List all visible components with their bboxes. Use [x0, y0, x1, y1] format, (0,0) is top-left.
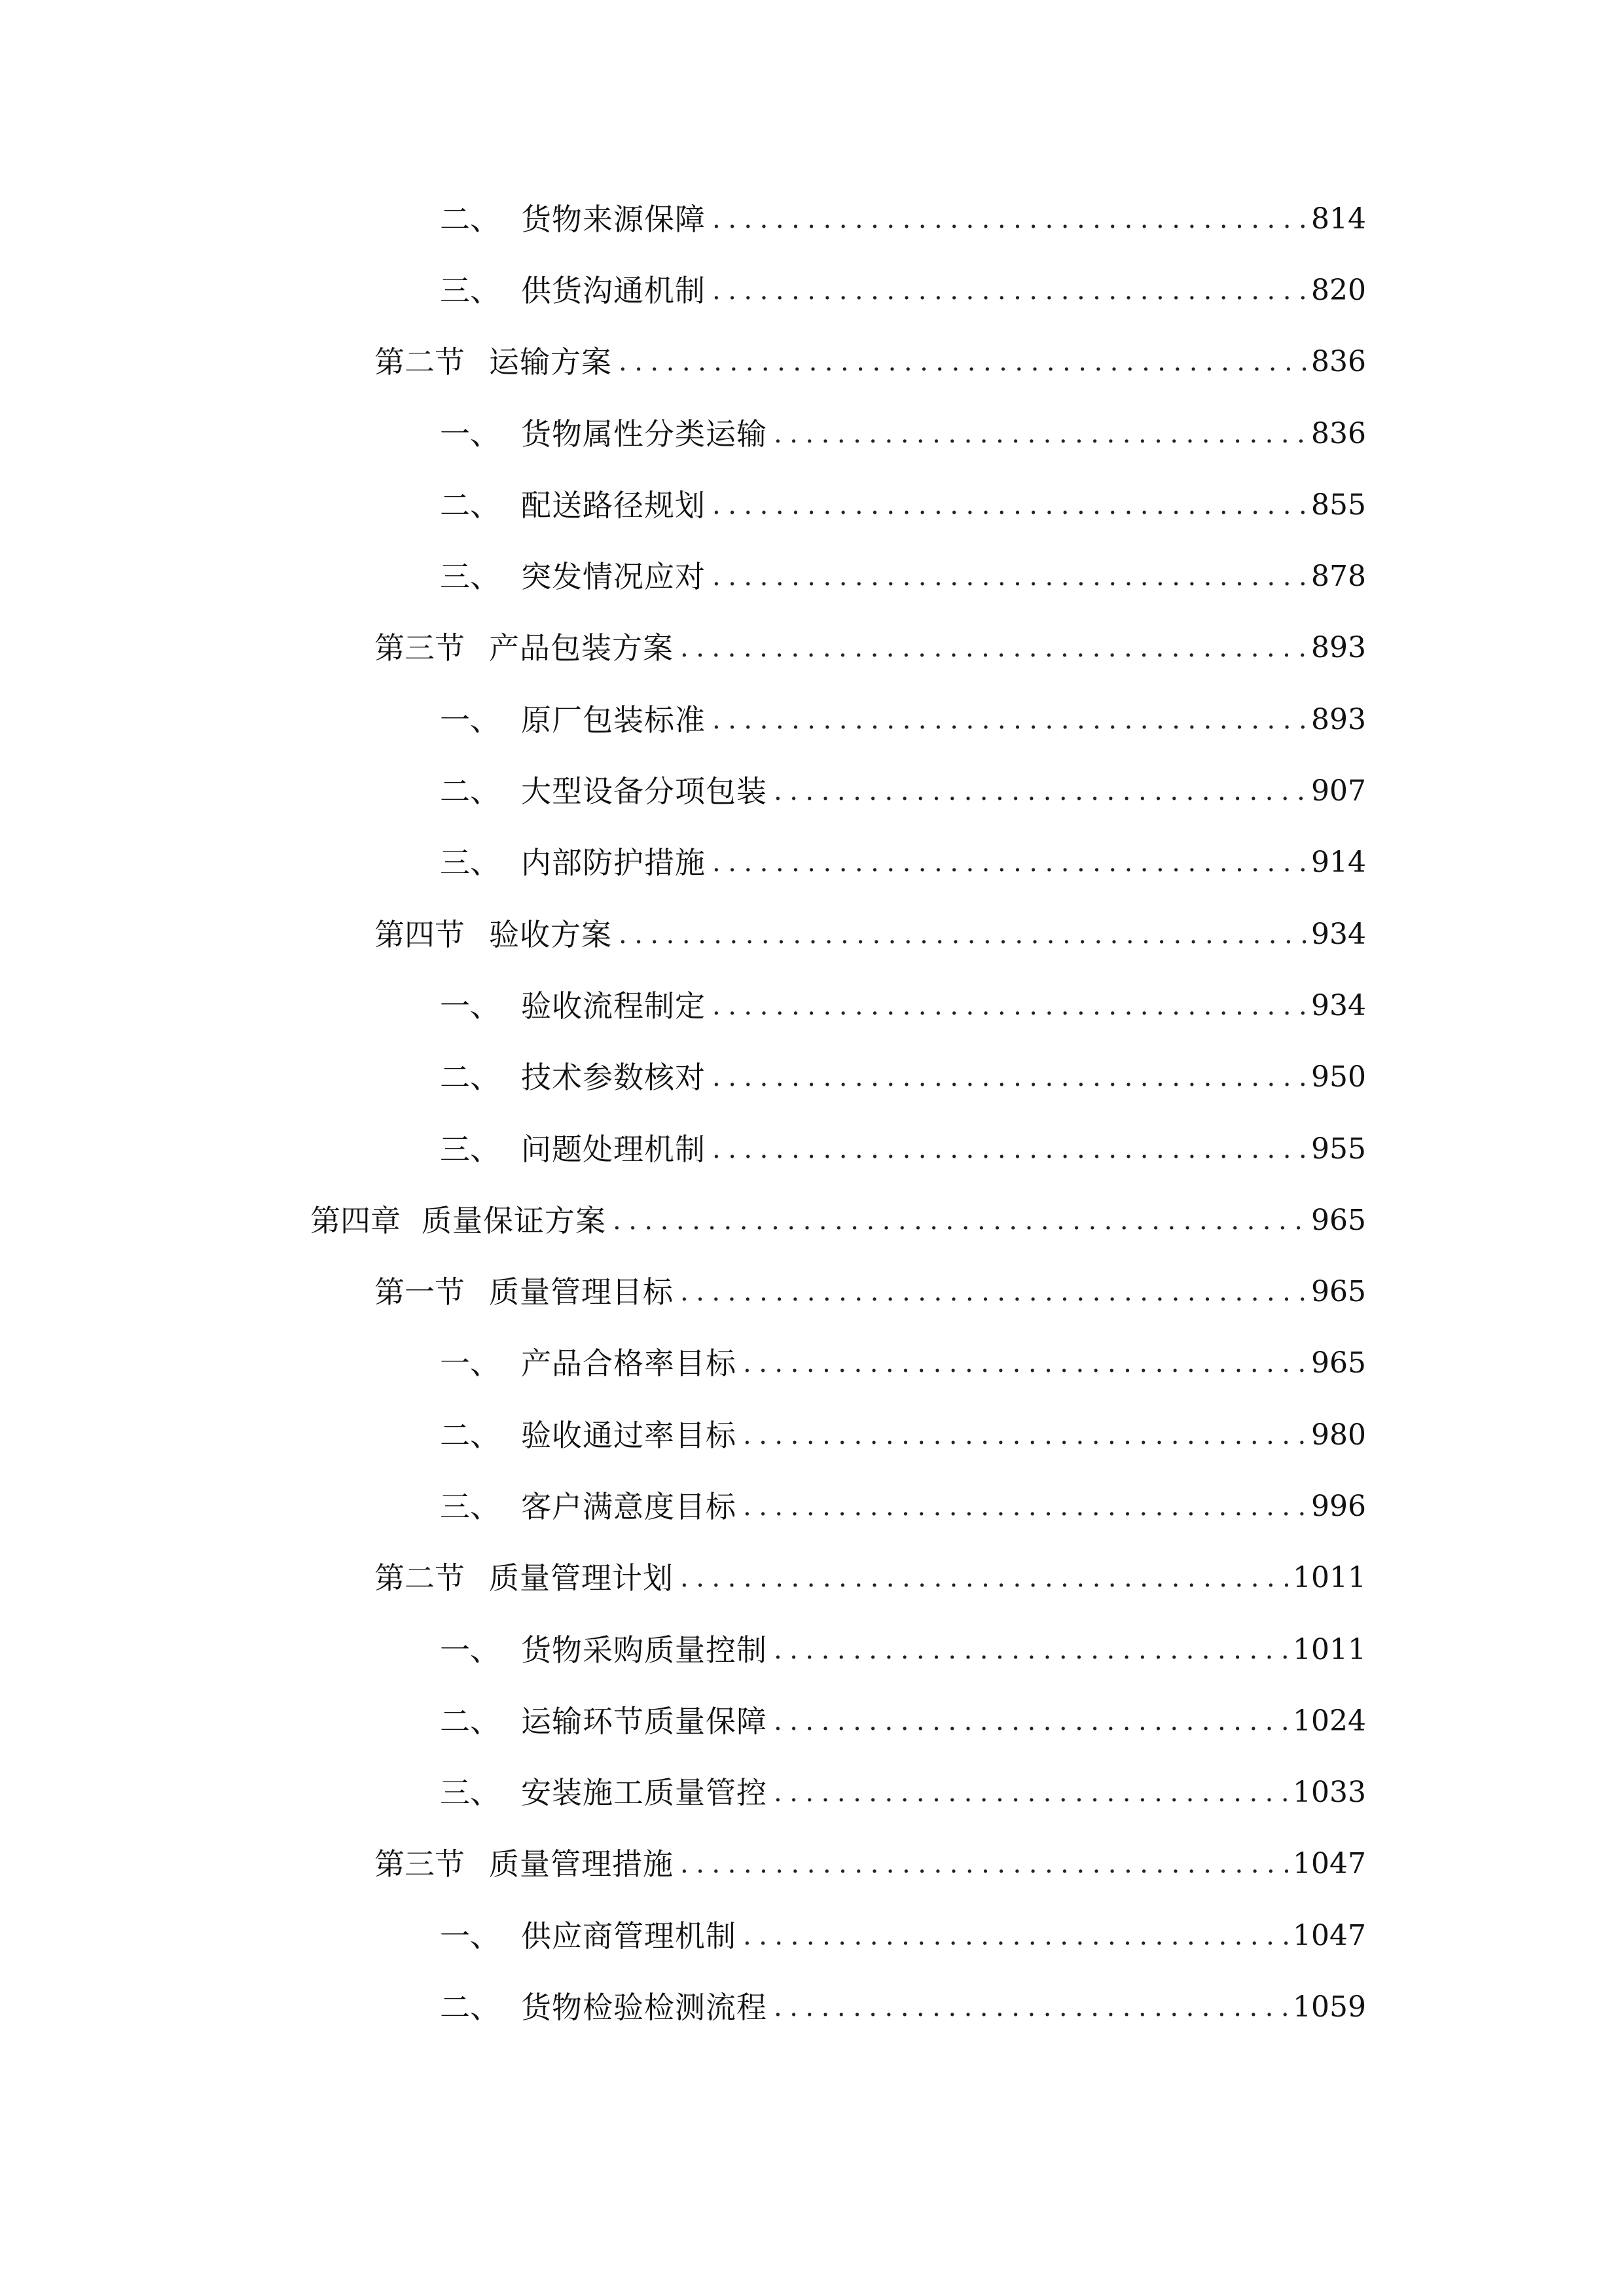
- toc-dot-leader: [706, 1064, 1311, 1090]
- toc-dot-leader: [674, 1565, 1293, 1591]
- toc-entry-number: 一、: [440, 702, 500, 738]
- toc-entry[interactable]: [0, 684, 1624, 755]
- toc-entry[interactable]: [0, 613, 1624, 684]
- toc-entry-title: 供应商管理机制: [521, 1918, 736, 1954]
- toc-dot-leader: [612, 922, 1311, 948]
- toc-entry-page: 1047: [1293, 1847, 1366, 1881]
- toc-entry[interactable]: [0, 183, 1624, 255]
- toc-entry-page: 934: [1311, 988, 1366, 1022]
- toc-dot-leader: [767, 1994, 1293, 2020]
- toc-entry-page: 820: [1311, 273, 1366, 307]
- toc-dot-leader: [706, 492, 1311, 518]
- toc-entry-title: 内部防护措施: [521, 845, 706, 881]
- toc-entry-title: 验收通过率目标: [521, 1417, 736, 1453]
- toc-entry-page: 814: [1311, 202, 1366, 236]
- toc-entry[interactable]: [0, 1614, 1624, 1685]
- toc-entry-title: 质量管理目标: [489, 1274, 674, 1310]
- toc-entry-number: 三、: [440, 1131, 500, 1167]
- toc-entry-number: 二、: [440, 1417, 500, 1453]
- toc-dot-leader: [706, 564, 1311, 590]
- toc-entry-page: 965: [1311, 1346, 1366, 1380]
- toc-dot-leader: [674, 635, 1311, 661]
- toc-entry-number: 三、: [440, 272, 500, 308]
- toc-dot-leader: [736, 1422, 1311, 1448]
- toc-entry-page: 980: [1311, 1418, 1366, 1452]
- toc-entry[interactable]: [0, 827, 1624, 899]
- toc-entry-page: 950: [1311, 1060, 1366, 1094]
- toc-entry-page: 893: [1311, 631, 1366, 665]
- toc-entry[interactable]: [0, 970, 1624, 1041]
- toc-entry-title: 原厂包装标准: [521, 702, 706, 738]
- toc-entry-title: 质量管理措施: [489, 1846, 674, 1882]
- toc-entry-page: 1011: [1293, 1632, 1366, 1666]
- toc-entry[interactable]: [0, 899, 1624, 970]
- toc-entry-title: 配送路径规划: [521, 487, 706, 523]
- toc-entry-number: 第三节: [374, 1846, 465, 1882]
- toc-entry-title: 货物属性分类运输: [521, 416, 767, 452]
- toc-entry-title: 验收流程制定: [521, 988, 706, 1024]
- toc-entry-page: 965: [1311, 1275, 1366, 1309]
- toc-dot-leader: [706, 206, 1311, 232]
- toc-entry[interactable]: [0, 541, 1624, 612]
- toc-entry[interactable]: [0, 398, 1624, 469]
- toc-entry[interactable]: [0, 1971, 1624, 2043]
- toc-entry-title: 大型设备分项包装: [521, 774, 767, 810]
- toc-entry-title: 货物检验检测流程: [521, 1990, 767, 2026]
- toc-dot-leader: [706, 993, 1311, 1019]
- toc-entry-page: 855: [1311, 488, 1366, 522]
- toc-entry[interactable]: [0, 255, 1624, 326]
- toc-entry-number: 二、: [440, 487, 500, 523]
- toc-entry-title: 运输环节质量保障: [521, 1703, 767, 1739]
- toc-entry-title: 突发情况应对: [521, 559, 706, 595]
- toc-entry-number: 二、: [440, 774, 500, 810]
- toc-entry-page: 836: [1311, 345, 1366, 379]
- toc-entry[interactable]: [0, 1256, 1624, 1327]
- toc-dot-leader: [767, 1708, 1293, 1734]
- toc-entry[interactable]: [0, 469, 1624, 541]
- toc-entry-page: 914: [1311, 846, 1366, 880]
- toc-dot-leader: [767, 1780, 1293, 1806]
- toc-entry[interactable]: [0, 755, 1624, 827]
- toc-dot-leader: [612, 349, 1311, 375]
- toc-entry-number: 三、: [440, 1775, 500, 1811]
- toc-entry[interactable]: [0, 1900, 1624, 1971]
- toc-entry-number: 三、: [440, 1488, 500, 1524]
- toc-entry-number: 第二节: [374, 344, 465, 380]
- toc-entry-page: 996: [1311, 1489, 1366, 1523]
- toc-dot-leader: [767, 1637, 1293, 1663]
- toc-entry[interactable]: [0, 1113, 1624, 1185]
- toc-entry-page: 907: [1311, 774, 1366, 808]
- toc-entry[interactable]: [0, 1328, 1624, 1399]
- toc-entry-number: 二、: [440, 201, 500, 237]
- toc-entry-number: 二、: [440, 1703, 500, 1739]
- toc-entry-number: 三、: [440, 845, 500, 881]
- toc-entry-number: 一、: [440, 988, 500, 1024]
- toc-entry-number: 一、: [440, 1346, 500, 1382]
- toc-entry-page: 1047: [1293, 1918, 1366, 1952]
- toc-entry-number: 第三节: [374, 630, 465, 666]
- toc-dot-leader: [674, 1851, 1293, 1877]
- toc-dot-leader: [767, 421, 1311, 447]
- toc-entry-title: 客户满意度目标: [521, 1488, 736, 1524]
- toc-entry-number: 第一节: [374, 1274, 465, 1310]
- toc-entry-page: 965: [1311, 1203, 1366, 1237]
- toc-entry-title: 产品合格率目标: [521, 1346, 736, 1382]
- toc-entry-number: 二、: [440, 1060, 500, 1096]
- toc-entry[interactable]: [0, 1471, 1624, 1542]
- toc-entry-title: 质量保证方案: [422, 1202, 606, 1238]
- table-of-contents: [0, 183, 1624, 2043]
- toc-entry-page: 1033: [1293, 1776, 1366, 1810]
- toc-dot-leader: [706, 707, 1311, 733]
- toc-entry-number: 第四节: [374, 916, 465, 952]
- toc-entry-title: 产品包装方案: [489, 630, 674, 666]
- toc-dot-leader: [706, 278, 1311, 304]
- toc-entry-number: 一、: [440, 1632, 500, 1668]
- toc-entry-page: 955: [1311, 1132, 1366, 1166]
- toc-dot-leader: [767, 778, 1311, 804]
- toc-entry-page: 1059: [1293, 1990, 1366, 2024]
- toc-entry[interactable]: [0, 1543, 1624, 1614]
- toc-entry[interactable]: [0, 1757, 1624, 1829]
- toc-entry-page: 1024: [1293, 1704, 1366, 1738]
- toc-entry[interactable]: [0, 1399, 1624, 1471]
- toc-entry-title: 问题处理机制: [521, 1131, 706, 1167]
- toc-dot-leader: [736, 1494, 1311, 1520]
- toc-entry-title: 运输方案: [489, 344, 612, 380]
- toc-dot-leader: [736, 1923, 1293, 1949]
- toc-entry-page: 878: [1311, 560, 1366, 594]
- toc-entry[interactable]: [0, 1829, 1624, 1900]
- toc-entry-title: 货物采购质量控制: [521, 1632, 767, 1668]
- toc-dot-leader: [674, 1279, 1311, 1305]
- toc-entry[interactable]: [0, 327, 1624, 398]
- toc-entry-title: 安装施工质量管控: [521, 1775, 767, 1811]
- toc-dot-leader: [736, 1350, 1311, 1376]
- toc-entry-number: 一、: [440, 416, 500, 452]
- toc-entry-page: 893: [1311, 702, 1366, 736]
- toc-entry-number: 第四章: [310, 1202, 401, 1238]
- toc-entry[interactable]: [0, 1185, 1624, 1256]
- toc-entry-title: 质量管理计划: [489, 1560, 674, 1596]
- toc-entry[interactable]: [0, 1042, 1624, 1113]
- toc-dot-leader: [706, 850, 1311, 876]
- toc-entry-page: 934: [1311, 917, 1366, 951]
- toc-entry-title: 技术参数核对: [521, 1060, 706, 1096]
- toc-entry-number: 三、: [440, 559, 500, 595]
- toc-entry-number: 第二节: [374, 1560, 465, 1596]
- toc-dot-leader: [606, 1208, 1311, 1234]
- toc-entry-title: 验收方案: [489, 916, 612, 952]
- toc-entry-title: 货物来源保障: [521, 201, 706, 237]
- toc-entry-number: 二、: [440, 1990, 500, 2026]
- toc-entry-title: 供货沟通机制: [521, 272, 706, 308]
- toc-entry-page: 1011: [1293, 1561, 1366, 1595]
- toc-dot-leader: [706, 1136, 1311, 1162]
- toc-entry-number: 一、: [440, 1918, 500, 1954]
- toc-entry-page: 836: [1311, 416, 1366, 450]
- toc-entry[interactable]: [0, 1685, 1624, 1757]
